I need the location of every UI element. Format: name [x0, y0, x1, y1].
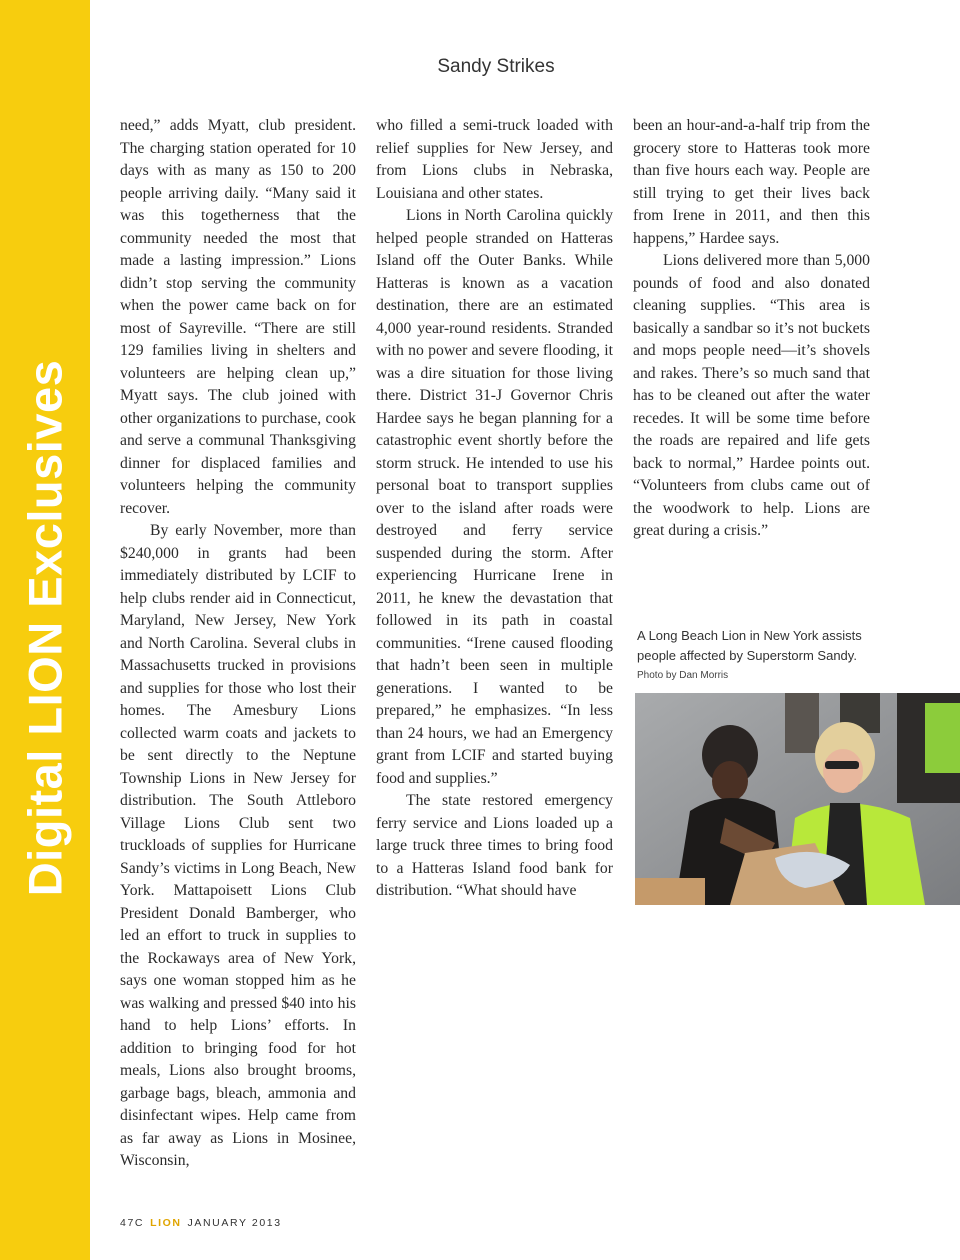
paragraph: Lions in North Carolina quickly helped people stranded on Hatteras Island off the Outer Banks. While Hatteras is known as a vacation destination, there are an estimated 4,000 year-round residents. Stranded with no power and severe flooding, it was a dire situation for those living there. District 31-J Governor Chris Hardee says he began planning for a catastrophic event shortly before the storm struck. He intended to use his personal boat to transport supplies over to the island after roads were destroyed and ferry service suspended during the storm. After experiencing Hurricane Irene in 2011, he knew the devastation that followed in its path in coastal communities. “Irene caused flooding that hadn’t been seen in multiple generations. I wanted to be prepared,” he emphasizes. “In less than 24 hours, we had an Emergency grant from LCIF and started buying food and supplies.”: [376, 207, 613, 787]
paragraph: The state restored emergency ferry service and Lions loaded up a large truck three times to bring food to a Hatteras Island food bank for distribution. “What should have: [376, 792, 613, 899]
paragraph: need,” adds Myatt, club president. The charging station operated for 10 days with as many as 150 to 200 people arriving daily. “Many said it was this togetherness that the community needed the most that made a lasting impression.” Lions didn’t stop serving the community when the power came back on for most of Sayreville. “There are still 129 families living in shelters and volunteers are helping clean up,” Myatt says. The club joined with other organizations to purchase, cook and serve a communal Thanksgiving dinner for displaced families and volunteers helping the community recover.: [120, 117, 356, 517]
photo-caption: A Long Beach Lion in New York assists people affected by Superstorm Sandy.: [637, 628, 862, 663]
paragraph: been an hour-and-a-half trip from the grocery store to Hatteras took more than five hours each way. People are still trying to get their lives back from Irene in 2011, and then this happens,” Hardee says.: [633, 117, 870, 247]
page-footer: [120, 1217, 282, 1229]
photo-credit: Photo by Dan Morris: [637, 670, 729, 681]
article-photo: [635, 693, 960, 905]
paragraph: who filled a semi-truck loaded with relief supplies for New Jersey, and from Lions clubs in Nebraska, Louisiana and other states.: [376, 117, 613, 202]
photo-illustration: [635, 693, 960, 905]
article-column-2: [376, 115, 613, 903]
sidebar-band: [0, 0, 90, 1260]
paragraph: Lions delivered more than 5,000 pounds of food and also donated cleaning supplies. “This area is basically a sandbar so it’s not buckets and mops people need—it’s shovels and rakes. There’s so much sand that has to be cleaned out after the water recedes. It will be some time before the roads are repaired and life gets back to normal,” Hardee points out. “Volunteers from clubs came out of the woodwork to help. Lions are great during a crisis.”: [633, 252, 870, 539]
paragraph: By early November, more than $240,000 in grants had been immediately distributed by LCIF to help clubs render aid in Connecticut, Maryland, New Jersey, New York and North Carolina. Several clubs in Massachusetts trucked in provisions and supplies for those who lost their homes. The Amesbury Lions collected warm coats and jackets to be sent directly to the Neptune Township Lions in New Jersey for distribution. The South Attleboro Village Lions Club sent two truckloads of supplies for Hurricane Sandy’s victims in Long Beach, New York. Mattapoisett Lions Club President Donald Bamberger, who led an effort to truck in supplies to the Rockaways area of New York, says one woman stopped him as he was walking and pressed $40 into his hand to help Lions’ efforts. In addition to bringing food for hot meals, Lions also brought brooms, garbage bags, bleach, ammonia and disinfectant wipes. Help came from as far away as Lions in Mosinee, Wisconsin,: [120, 522, 356, 1169]
page-title: Sandy Strikes: [437, 56, 555, 77]
article-column-1: [120, 115, 356, 1173]
page-number: 47C: [120, 1217, 145, 1229]
sidebar-label: Digital LION Exclusives: [18, 359, 72, 897]
issue-date: JANUARY 2013: [187, 1217, 282, 1229]
article-column-3: [633, 115, 870, 543]
magazine-brand: LION: [150, 1217, 182, 1229]
